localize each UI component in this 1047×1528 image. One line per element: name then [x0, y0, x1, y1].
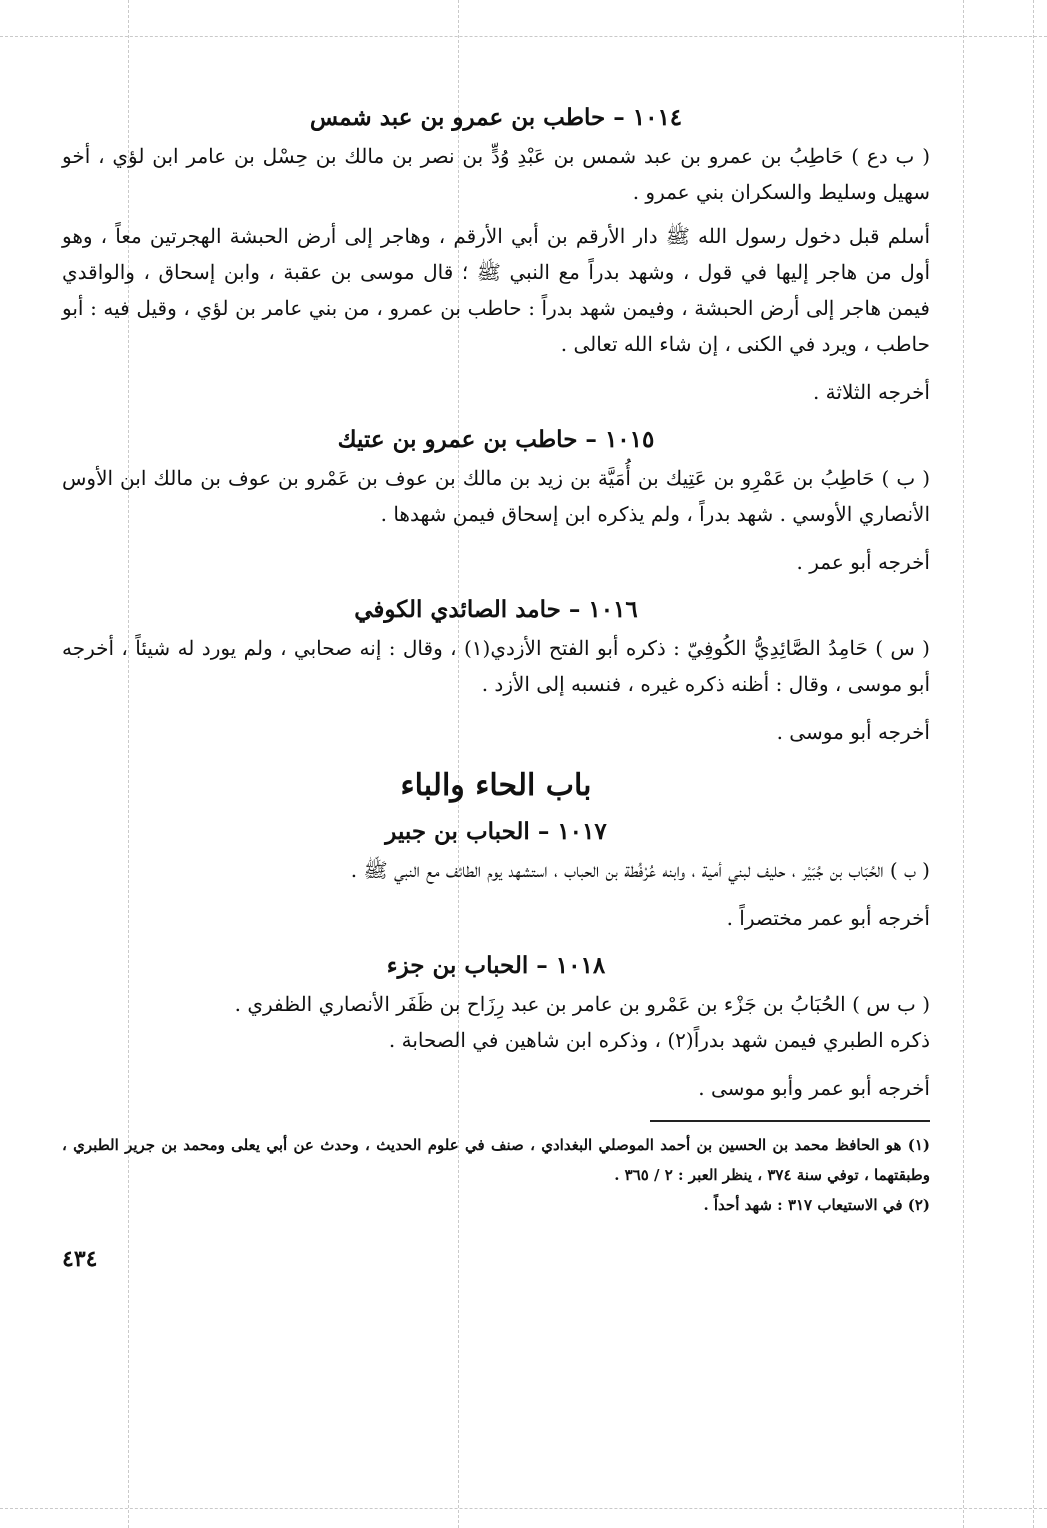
entry-paragraph: ( س ) حَامِدُ الصَّائِدِيُّ الكُوفِيّ : ذكره أبو الفتح الأزدي(١) ، وقال : إنه صحابي ، ولم يورد له شيئاً ، أخرجه أبو موسى ، وقال : أظنه ذكره غيره ، فنسبه إلى الأزد . [62, 636, 930, 696]
entry-paragraph: ( ب ) حَاطِبُ بن عَمْرِو بن عَتِيك بن أُمَيَّة بن زيد بن مالك بن عوف بن عَمْرو بن عوف بن مالك ابن الأوس الأنصاري الأوسي . شهد بدراً ، ولم يذكره ابن إسحاق فيمن شهدها . [62, 466, 930, 526]
footnote: (١) هو الحافظ محمد بن الحسين بن أحمد الموصلي البغدادي ، صنف في علوم الحديث ، وحدث عن أبي يعلى ومحمد بن جرير الطبري ، وطبقتهما ، توفي سنة ٣٧٤ ، ينظر العبر : ٢ / ٣٦٥ . [62, 1136, 930, 1184]
entry-paragraph: أسلم قبل دخول رسول الله ﷺ دار الأرقم بن أبي الأرقم ، وهاجر إلى أرض الحبشة الهجرتين معاً ، وهو أول من هاجر إليها في قول ، وشهد بدراً مع النبي ﷺ ؛ قال موسى بن عقبة ، وابن إسحاق ، والواقدي فيمن هاجر إلى أرض الحبشة ، وفيمن شهد بدراً : حاطب بن عمرو ، من بني عامر بن لؤي ، وقيل فيه : أبو حاطب ، ويرد في الكنى ، إن شاء الله تعالى . [62, 224, 930, 356]
entry-paragraph: ( ب س ) الحُبَابُ بن جَزْء بن عَمْرو بن عامر بن عبد رِزَاح بن ظَفَر الأنصاري الظفري . [234, 992, 930, 1016]
entry-source-note: أخرجه أبو موسى . [776, 720, 930, 744]
scan-guide-line [0, 36, 1047, 37]
footnote-separator [650, 1120, 930, 1122]
scan-guide-line [1033, 0, 1034, 1528]
entry-source-note: أخرجه أبو عمر وأبو موسى . [698, 1076, 930, 1100]
footnote: (٢) في الاستيعاب ٣١٧ : شهد أحداً . [703, 1196, 930, 1214]
entry-paragraph: ( ب ) الحُبَاب بن جُبَيْر ، حليف لبني أمية ، وابنه عُرْفُطة بن الحباب ، استشهد يوم الطائف مع النبي ﷺ . [350, 858, 930, 882]
page-number: ٤٣٤ [62, 1246, 98, 1272]
entry-title: ١٠١٤ – حاطب بن عمرو بن عبد شمس [309, 104, 683, 131]
entry-title: ١٠١٦ – حامد الصائدي الكوفي [354, 596, 638, 623]
entry-title: ١٠١٥ – حاطب بن عمرو بن عتيك [337, 426, 655, 453]
book-page [62, 92, 930, 1502]
scan-guide-line [0, 1508, 1047, 1509]
entry-title: ١٠١٧ – الحباب بن جبير [385, 818, 607, 845]
entry-source-note: أخرجه أبو عمر مختصراً . [726, 906, 930, 930]
entry-paragraph: ( ب دع ) حَاطِبُ بن عمرو بن عبد شمس بن عَبْدِ وُدٍّ بن نصر بن مالك بن حِسْل بن عامر ابن لؤي ، أخو سهيل وسليط والسكران بني عمرو . [62, 144, 930, 204]
entry-source-note: أخرجه الثلاثة . [812, 380, 930, 404]
scan-guide-line [963, 0, 964, 1528]
entry-paragraph: ذكره الطبري فيمن شهد بدراً(٢) ، وذكره ابن شاهين في الصحابة . [388, 1028, 930, 1052]
entry-source-note: أخرجه أبو عمر . [796, 550, 930, 574]
chapter-heading: باب الحاء والباء [400, 768, 592, 803]
entry-title: ١٠١٨ – الحباب بن جزء [386, 952, 606, 979]
